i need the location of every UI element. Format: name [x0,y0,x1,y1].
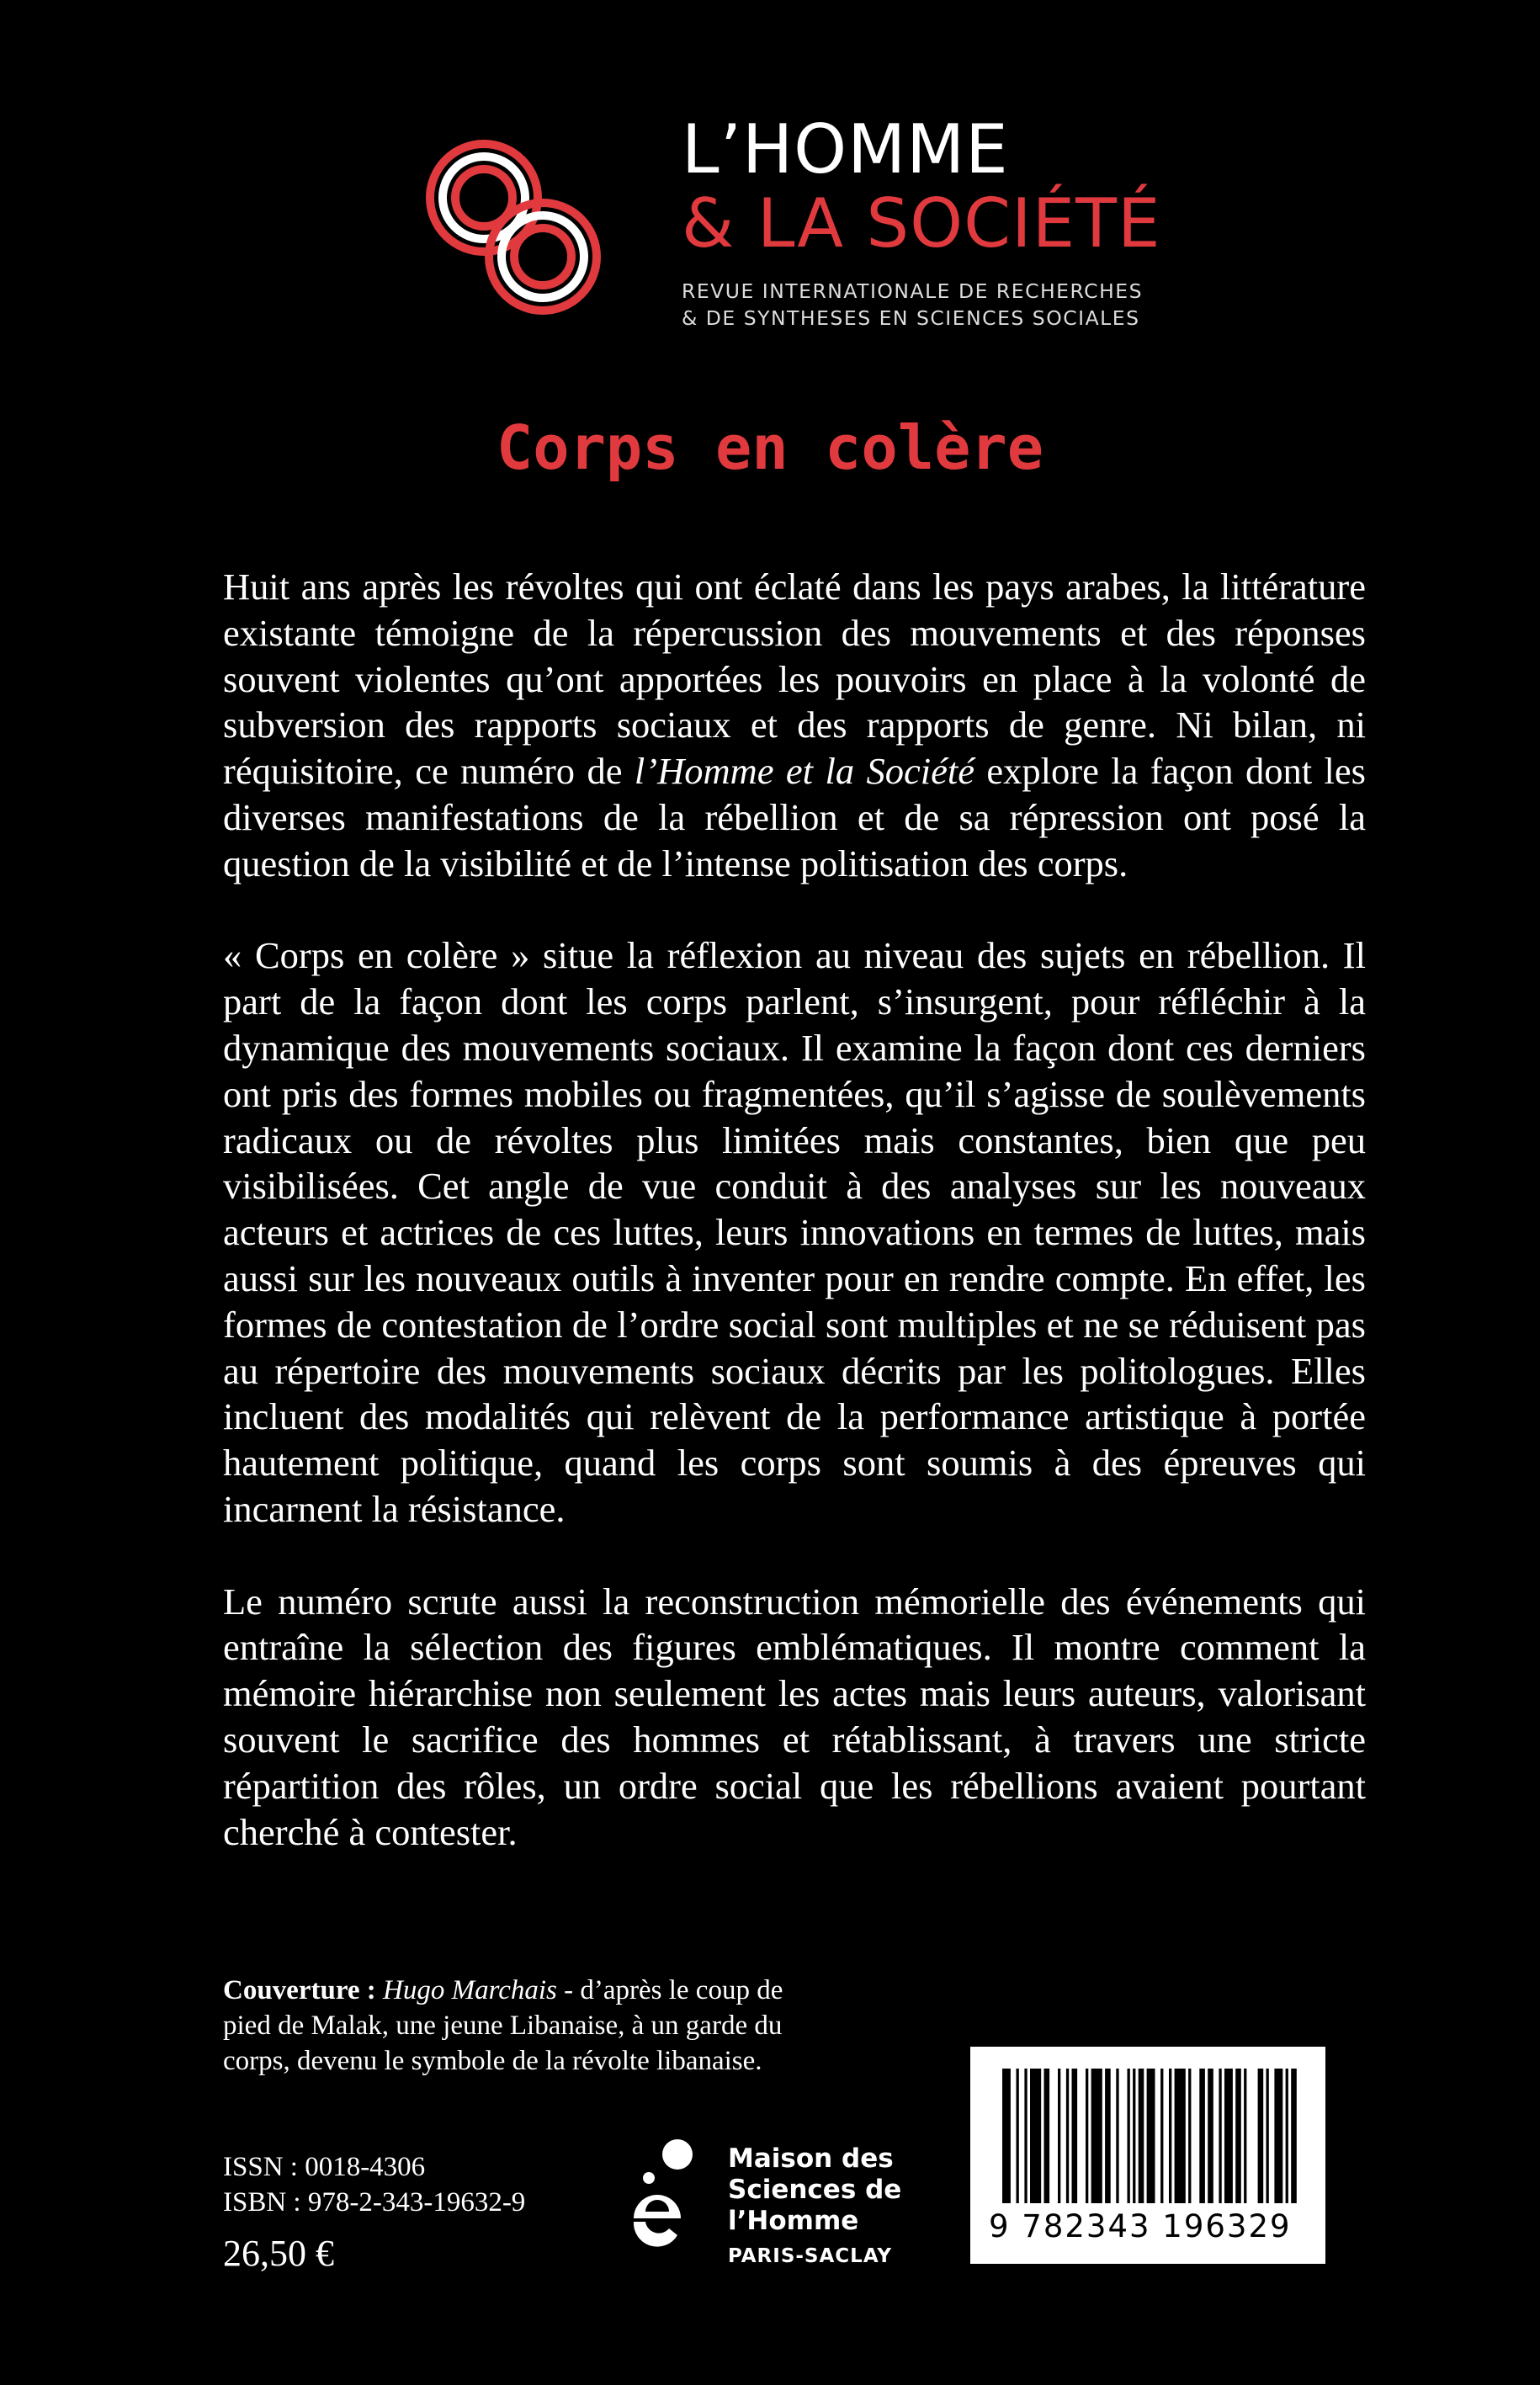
barcode-bar [1091,2069,1102,2203]
journal-subtitle [682,278,1143,332]
barcode-bar [1188,2069,1191,2203]
barcode-bar [1002,2069,1011,2203]
price: 26,50 € [223,2233,334,2274]
barcode-bar [1286,2069,1288,2203]
barcode-bar [1066,2069,1069,2203]
barcode-bar [1199,2069,1205,2203]
barcode-bar [1274,2069,1282,2203]
brand-line-1: L’HOMME [682,110,1009,189]
isbn-barcode [970,2047,1325,2264]
barcode-bar [1208,2069,1213,2203]
issue-title: Corps en colère [496,412,1044,483]
barcode-bar [1105,2069,1111,2203]
cover-credit-label: Couverture : [223,1975,376,2005]
publisher-line-1: Maison des [728,2143,894,2174]
brand-line-2: & LA SOCIÉTÉ [682,184,1161,263]
journal-name-italic: l’Homme et la Société [634,750,974,793]
cover-description: - d’après le coup de pied de Malak, une jeune Libanaise, à un garde du corps, devenu le symbole de la révolte libanaise. [223,1975,783,2076]
barcode-bar [1116,2069,1118,2203]
barcode-bar [1030,2069,1041,2203]
identifiers [223,2149,525,2220]
barcode-bar [1017,2069,1019,2203]
barcode-bar [1058,2069,1060,2203]
cover-artist: Hugo Marchais [383,1975,557,2005]
paragraph-1 [223,564,1366,887]
barcode-bar [1244,2069,1246,2203]
barcode-bar [1224,2069,1233,2203]
publisher-line-3: l’Homme [728,2206,859,2236]
barcode-bar [1139,2069,1144,2203]
barcode-bar [1133,2069,1135,2203]
cover-credit [223,1973,812,2079]
paragraph-1-end: explore la façon dont les diverses manifestations de la rébellion et de sa répression ont posé la question de la visibilité et de l’intense politisation des corps. [223,750,1366,884]
publisher-line-2: Sciences de [728,2175,902,2205]
barcode-bar [1219,2069,1221,2203]
publisher-location: PARIS-SACLAY [728,2245,893,2267]
barcode-bar [1044,2069,1050,2203]
barcode-bar [1024,2069,1027,2203]
barcode-bar [1235,2069,1241,2203]
journal-subtitle-line-1: REVUE INTERNATIONALE DE RECHERCHES [682,279,1144,303]
barcode-bar [1128,2069,1130,2203]
barcode-bar [1258,2069,1264,2203]
isbn-text: ISBN : 978-2-343-19632-9 [223,2187,526,2218]
barcode-bar [1291,2069,1297,2203]
paragraph-3: Le numéro scrute aussi la reconstruction mémorielle des événements qui entraîne la sélection des figures emblématiques. Il montre comment la mémoire hiérarchise non seulement les actes mais leurs auteurs, valorisant souvent le sacrifice des hommes et rétablissant, à travers une stricte répartition des rôles, un ordre social que les rébellions avaient pourtant cherché à contester. [223,1580,1366,1853]
barcode-bars [1002,2069,1297,2212]
barcode-number: 9 782343 196329 [989,2208,1292,2244]
barcode-bar [1160,2069,1163,2203]
barcode-bar [1267,2069,1269,2203]
paragraph-1-start: Huit ans après les révoltes qui ont éclaté dans les pays arabes, la littérature existante témoigne de la répercussion des mouvements et des réponses souvent violentes qu’ont apportées les pouvoirs en place à la volonté de subversion des rapports sociaux et des rapports de genre. Ni bilan, ni réquisitoire, ce numéro de [223,566,1366,793]
barcode-bar [1072,2069,1078,2203]
issn-text: ISSN : 0018-4306 [223,2152,426,2182]
barcode-bar [1175,2069,1186,2203]
paragraph-2: « Corps en colère » situe la réflexion au niveau des sujets en rébellion. Il part de la façon dont les corps parlent, s’insurgent, pour réfléchir à la dynamique des mouvements sociaux. Il examine la façon dont ces derniers ont pris des formes mobiles ou fragmentées, qu’il s’agisse de soulèvements radicaux ou de révoltes plus limitées mais constantes, bien que peu visibilisées. Cet angle de vue conduit à des analyses sur les nouveaux acteurs et actrices de ces luttes, leurs innovations en termes de luttes, mais aussi sur les nouveaux outils à inventer pour en rendre compte. En effet, les formes de contestation de l’ordre social sont multiples et ne se réduisent pas au répertoire des mouvements sociaux décrits par les politologues. Elles incluent des modalités qui relèvent de la performance artistique à portée hautement politique, quand les corps sont soumis à des épreuves qui incarnent la résistance. [223,934,1366,1530]
journal-logo-icon [421,135,606,320]
barcode-bar [1086,2069,1088,2203]
back-cover-text [223,564,1366,1901]
publisher-name [728,2143,901,2237]
journal-subtitle-line-2: & DE SYNTHESES EN SCIENCES SOCIALES [682,306,1140,330]
msh-logo-icon [619,2138,703,2255]
barcode-bar [1147,2069,1155,2203]
barcode-bar [1169,2069,1171,2203]
